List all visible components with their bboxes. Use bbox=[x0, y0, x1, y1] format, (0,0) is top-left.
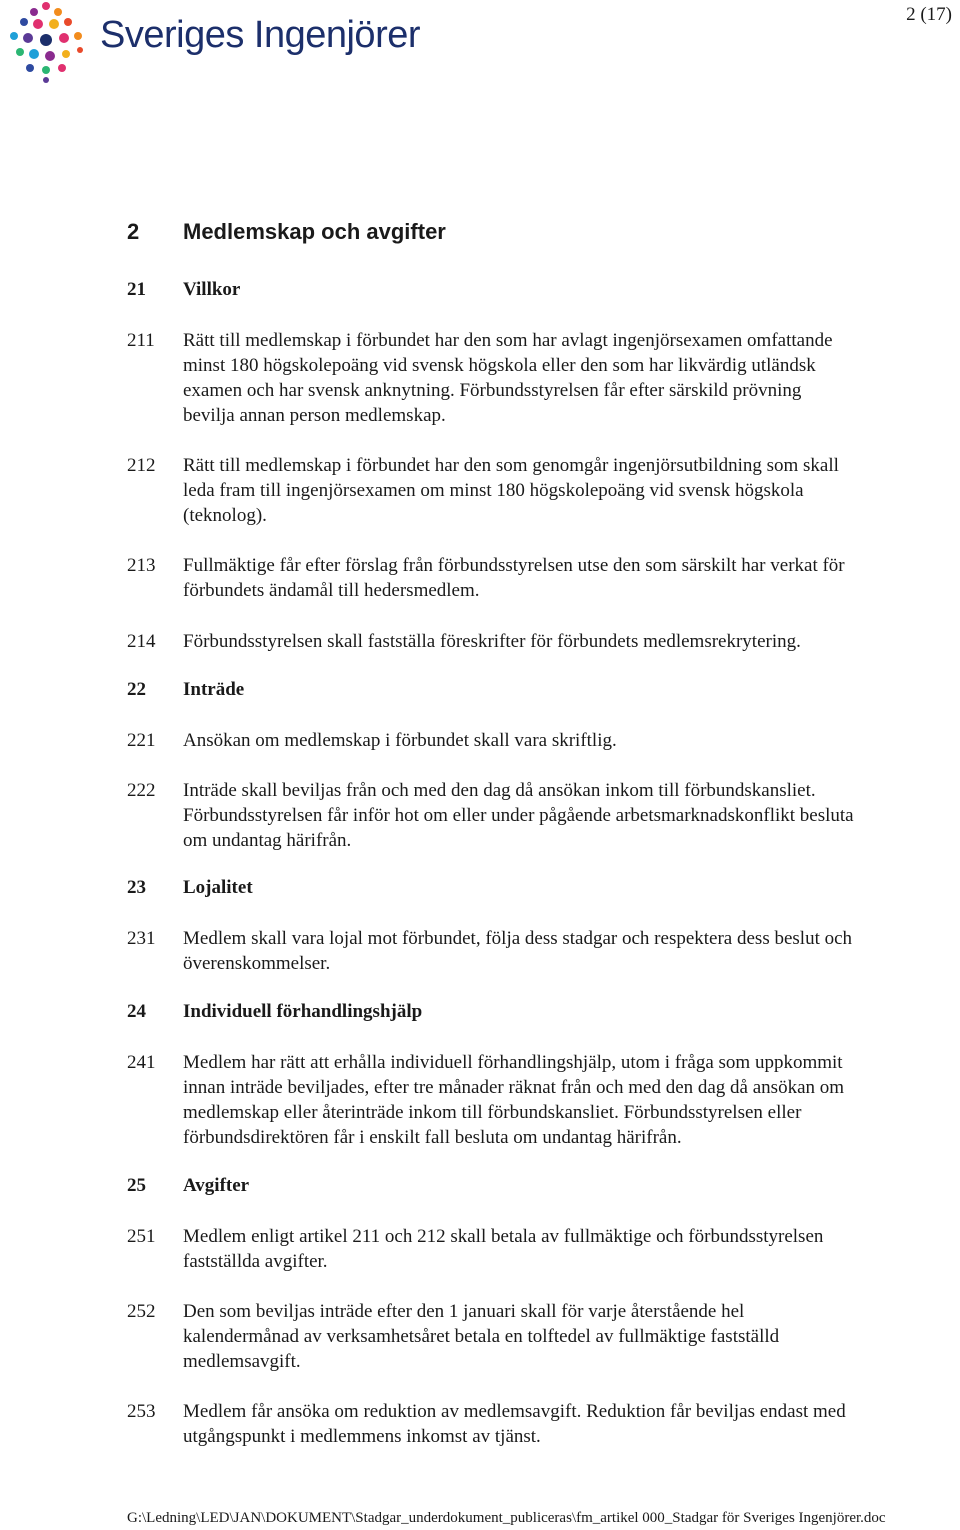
paragraph-line: kalendermånad av verksamhetsåret betala en tolftedel av fullmäktige fastställd bbox=[183, 1326, 780, 1347]
paragraph-line: Medlem skall vara lojal mot förbundet, följa dess stadgar och respektera dess beslut och bbox=[183, 928, 853, 949]
footer-file-path: G:\Ledning\LED\JAN\DOKUMENT\Stadgar_underdokument_publiceras\fm_artikel 000_Stadgar för Sveriges Ingenjörer.doc bbox=[127, 1510, 886, 1526]
paragraph-253 bbox=[127, 1399, 959, 1449]
logo bbox=[4, 0, 421, 86]
subsection-number: 22 bbox=[127, 679, 146, 700]
paragraph-line: Inträde skall beviljas från och med den dag då ansökan inkom till förbundskansliet. bbox=[183, 780, 816, 801]
paragraph-line: utgångspunkt i medlemmens inkomst av tjänst. bbox=[183, 1426, 541, 1447]
paragraph-number: 252 bbox=[127, 1301, 156, 1322]
paragraph-line: Fullmäktige får efter förslag från förbundsstyrelsen utse den som särskilt har verkat för bbox=[183, 555, 845, 576]
paragraph-241 bbox=[127, 1050, 959, 1150]
subsection-title: Villkor bbox=[183, 279, 241, 300]
paragraph-number: 222 bbox=[127, 780, 156, 801]
paragraph-222 bbox=[127, 778, 959, 853]
paragraph-line: Medlem får ansöka om reduktion av medlemsavgift. Reduktion får beviljas endast med bbox=[183, 1401, 846, 1422]
subsection-title: Avgifter bbox=[183, 1175, 250, 1196]
paragraph-number: 251 bbox=[127, 1226, 156, 1247]
paragraph-line: medlemsavgift. bbox=[183, 1351, 301, 1372]
paragraph-line: bevilja annan person medlemskap. bbox=[183, 405, 446, 426]
paragraph-line: fastställda avgifter. bbox=[183, 1251, 328, 1272]
paragraph-line: Förbundsstyrelsen får inför hot om eller under pågående arbetsmarknadskonflikt besluta bbox=[183, 805, 854, 826]
paragraph-line: medlemskap eller återinträde inkom till förbundskansliet. Förbundsstyrelsen eller bbox=[183, 1102, 802, 1123]
paragraph-line: Rätt till medlemskap i förbundet har den som genomgår ingenjörsutbildning som skall bbox=[183, 455, 839, 476]
subsection-title: Lojalitet bbox=[183, 877, 253, 898]
paragraph-number: 241 bbox=[127, 1052, 156, 1073]
paragraph-line: minst 180 högskolepoäng vid svensk högskola eller den som har likvärdig utländsk bbox=[183, 355, 816, 376]
paragraph-line: förbundsdirektören får i enskilt fall besluta om undantag härifrån. bbox=[183, 1127, 682, 1148]
paragraph-line: examen och har svensk anknytning. Förbundsstyrelsen får efter särskild prövning bbox=[183, 380, 802, 401]
paragraph-line: Förbundsstyrelsen skall fastställa föreskrifter för förbundets medlemsrekrytering. bbox=[183, 631, 801, 652]
paragraph-251 bbox=[127, 1224, 959, 1274]
paragraph-252 bbox=[127, 1299, 959, 1374]
paragraph-line: Den som beviljas inträde efter den 1 januari skall för varje återstående hel bbox=[183, 1301, 745, 1322]
paragraph-number: 231 bbox=[127, 928, 156, 949]
logo-text: Sveriges Ingenjörer bbox=[100, 14, 421, 56]
subsection-number: 21 bbox=[127, 279, 146, 300]
paragraph-number: 213 bbox=[127, 555, 156, 576]
section-number: 2 bbox=[127, 219, 140, 244]
subsection-title: Individuell förhandlingshjälp bbox=[183, 1001, 423, 1022]
paragraph-line: Rätt till medlemskap i förbundet har den som har avlagt ingenjörsexamen omfattande bbox=[183, 330, 833, 351]
paragraph-number: 214 bbox=[127, 631, 156, 652]
subsection-number: 24 bbox=[127, 1001, 146, 1022]
subsection-number: 23 bbox=[127, 877, 146, 898]
paragraph-line: Medlem har rätt att erhålla individuell förhandlingshjälp, utom i fråga som uppkommit bbox=[183, 1052, 843, 1073]
paragraph-number: 212 bbox=[127, 455, 156, 476]
paragraph-number: 211 bbox=[127, 330, 155, 351]
paragraph-line: innan inträde beviljades, efter tre månader räknat från och med den dag då ansökan om bbox=[183, 1077, 845, 1098]
paragraph-211 bbox=[127, 328, 959, 428]
paragraph-212 bbox=[127, 453, 959, 528]
paragraph-line: (teknolog). bbox=[183, 505, 267, 526]
paragraph-line: Medlem enligt artikel 211 och 212 skall betala av fullmäktige och förbundsstyrelsen bbox=[183, 1226, 824, 1247]
paragraph-number: 253 bbox=[127, 1401, 156, 1422]
paragraph-line: Ansökan om medlemskap i förbundet skall vara skriftlig. bbox=[183, 730, 617, 751]
paragraph-number: 221 bbox=[127, 730, 156, 751]
subsection-number: 25 bbox=[127, 1175, 146, 1196]
paragraph-line: förbundets ändamål till hedersmedlem. bbox=[183, 580, 480, 601]
logo-dots-icon bbox=[4, 0, 94, 86]
page-number: 2 (17) bbox=[906, 4, 952, 25]
paragraph-line: leda fram till ingenjörsexamen om minst 180 högskolepoäng vid svensk högskola bbox=[183, 480, 804, 501]
subsection-title: Inträde bbox=[183, 679, 245, 700]
paragraph-214 bbox=[127, 629, 959, 654]
paragraph-213 bbox=[127, 553, 959, 603]
paragraph-line: om undantag härifrån. bbox=[183, 830, 352, 851]
section-title: Medlemskap och avgifter bbox=[183, 219, 446, 244]
paragraph-231 bbox=[127, 926, 959, 976]
paragraph-221 bbox=[127, 728, 959, 753]
paragraph-line: överenskommelser. bbox=[183, 953, 331, 974]
